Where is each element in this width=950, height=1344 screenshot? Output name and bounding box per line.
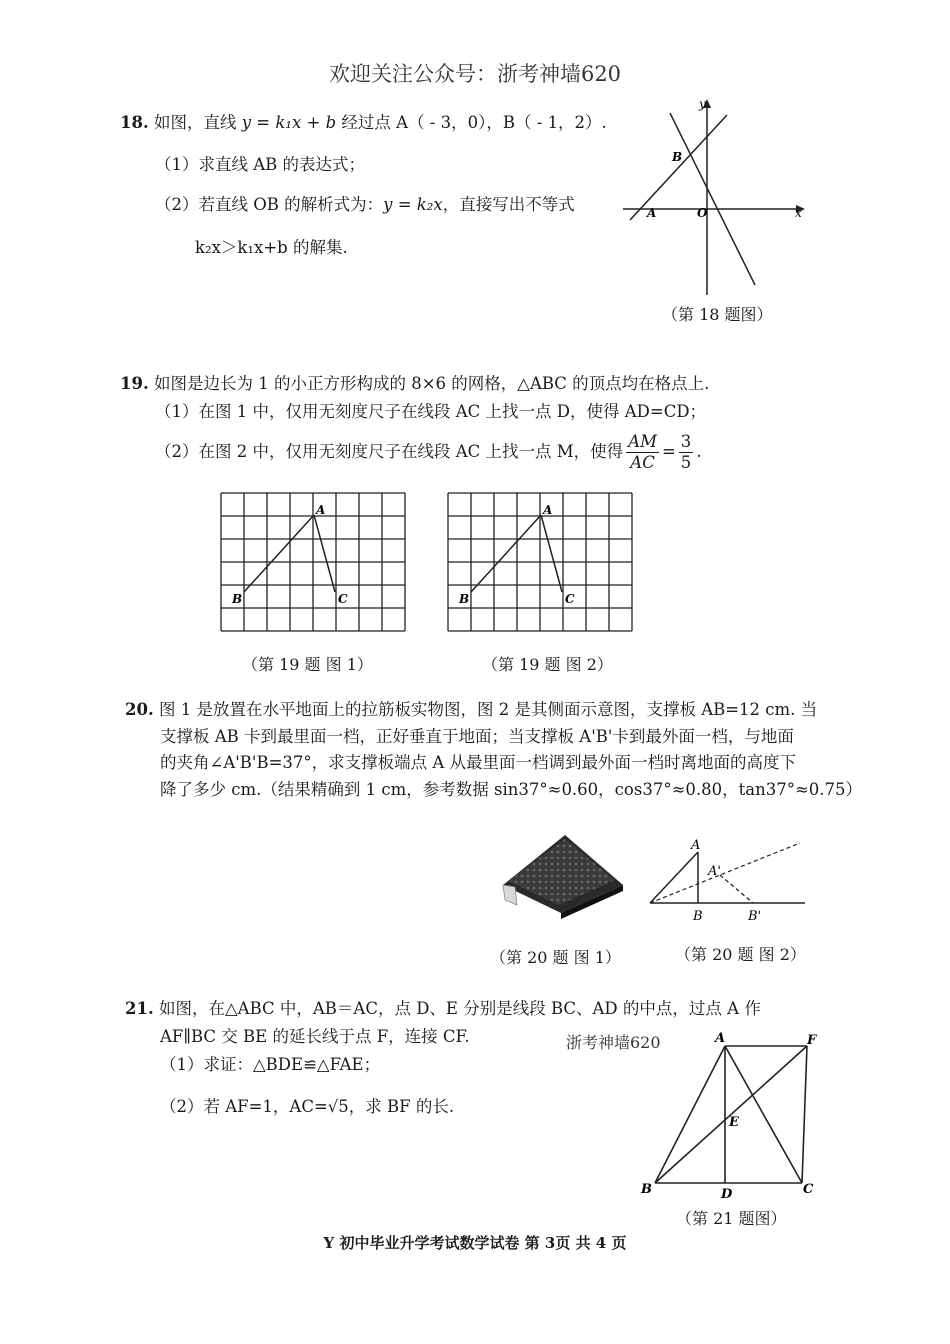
q19-part1: （1）在图 1 中，仅用无刻度尺子在线段 AC 上找一点 D，使得 AD=CD；	[155, 402, 707, 421]
q19-number: 19.	[120, 374, 149, 393]
q20-side-diagram	[645, 835, 810, 930]
q21-label-a: A	[715, 1031, 726, 1046]
q19-end: .	[696, 442, 702, 461]
q19-frac-num: AM	[628, 432, 657, 451]
q18-part2-b: ，直接写出不等式	[442, 195, 575, 214]
q20-label-b: B	[693, 909, 703, 924]
q20-line-1-text: 图 1 是放置在水平地面上的拉筋板实物图，图 2 是其侧面示意图，支撑板 AB=12 cm. 当	[158, 700, 818, 719]
q18-line-ob	[670, 113, 755, 285]
q18-number: 18.	[120, 113, 149, 132]
q19-fraction-value	[679, 432, 694, 473]
q21-label-d: D	[721, 1187, 733, 1202]
q20-photo-support	[503, 885, 517, 905]
q19-fig2-side-ac	[541, 515, 562, 592]
q19-part2	[155, 428, 702, 476]
q19-fraction-am-ac	[626, 432, 659, 473]
q18-stem-eq: y = k₁x + b	[241, 113, 337, 132]
q21-part1: （1）求证：△BDE≌△FAE；	[160, 1055, 381, 1074]
q20-label-b-prime: B'	[748, 909, 762, 924]
q18-part2	[155, 194, 575, 216]
q20-label-a-prime: A'	[708, 864, 721, 879]
q20-support-a2b2	[720, 875, 753, 903]
q18-label-b: B	[672, 150, 683, 164]
q18-label-y: y	[699, 97, 706, 111]
q21-seg-cf	[802, 1046, 807, 1183]
q20-number: 20.	[125, 700, 154, 719]
q21-label-b: B	[641, 1182, 652, 1197]
q20-label-a: A	[691, 838, 701, 853]
q19-grid-figure-2	[447, 492, 637, 640]
q19-part2-a: （2）在图 2 中，仅用无刻度尺子在线段 AC 上找一点 M，使得	[155, 442, 624, 461]
q19-frac-den: AC	[630, 453, 655, 472]
q19-fig2-label-a: A	[543, 503, 553, 517]
q19-fig2-side-ab	[471, 515, 541, 592]
q19-grid-1	[221, 493, 405, 631]
q21-figure	[635, 1028, 825, 1203]
q18-stem-a: 如图，直线	[153, 113, 242, 132]
q18-label-x: x	[795, 206, 802, 220]
q19-val-den: 5	[680, 453, 692, 472]
q18-part2-a: （2）若直线 OB 的解析式为：	[155, 195, 384, 214]
q18-caption: （第 18 题图）	[662, 305, 773, 324]
q19-grid-2	[448, 493, 632, 631]
q18-part2-eq: y = k₂x	[383, 195, 443, 214]
q20-board-extension	[650, 843, 800, 903]
watermark: 浙考神墙620	[566, 1033, 661, 1052]
q19-fig1-label-b: B	[232, 592, 243, 606]
q19-stem-text: 如图是边长为 1 的小正方形构成的 8×6 的网格，△ABC 的顶点均在格点上.	[153, 374, 710, 393]
q19-val-num: 3	[680, 432, 692, 451]
q19-stem	[120, 373, 709, 395]
q20-caption-2: （第 20 题 图 2）	[675, 945, 806, 964]
q19-fig2-label-b: B	[459, 592, 470, 606]
q21-seg-ab	[655, 1046, 725, 1183]
q20-line-2: 支撑板 AB 卡到最里面一档，正好垂直于地面；当支撑板 A'B'卡到最外面一档，与地面	[160, 727, 794, 746]
q19-fig2-label-c: C	[565, 592, 575, 606]
q20-caption-1: （第 20 题 图 1）	[490, 948, 621, 967]
q19-caption-1: （第 19 题 图 1）	[242, 655, 373, 674]
q18-figure	[615, 95, 815, 300]
q19-fig1-label-a: A	[316, 503, 326, 517]
q21-label-f: F	[807, 1033, 817, 1048]
q20-line-3: 的夹角∠A'B'B=37°，求支撑板端点 A 从最里面一档调到最外面一档时离地面的高度下	[160, 753, 797, 772]
q21-part2: （2）若 AF=1，AC=√5，求 BF 的长.	[160, 1097, 455, 1116]
q18-label-a: A	[647, 206, 657, 220]
q19-caption-2: （第 19 题 图 2）	[482, 655, 613, 674]
q20-line-1	[125, 699, 817, 721]
page-footer: Y 初中毕业升学考试数学试卷 第 3页 共 4 页	[323, 1234, 627, 1252]
q19-fig1-label-c: C	[338, 592, 348, 606]
q21-label-e: E	[729, 1115, 739, 1130]
q21-line-1	[125, 998, 761, 1020]
q20-photo-stretch-board	[495, 825, 635, 925]
q21-label-c: C	[803, 1182, 814, 1197]
q18-part3: k₂x＞k₁x+b 的解集.	[195, 238, 348, 257]
q19-fig1-side-ac	[314, 515, 335, 592]
q21-line-1-text: 如图，在△ABC 中，AB＝AC，点 D、E 分别是线段 BC、AD 的中点，过点 A 作	[158, 999, 761, 1018]
q19-fig1-side-ab	[244, 515, 314, 592]
q18-stem-b: 经过点 A（ - 3，0），B（ - 1，2）.	[336, 113, 607, 132]
q18-part1: （1）求直线 AB 的表达式；	[155, 155, 366, 174]
q20-line-4: 降了多少 cm.（结果精确到 1 cm，参考数据 sin37°≈0.60，cos37°≈0.80，tan37°≈0.75）	[160, 780, 863, 799]
q21-line-2: AF∥BC 交 BE 的延长线于点 F，连接 CF.	[160, 1027, 470, 1046]
q19-grid-figure-1	[220, 492, 410, 640]
q21-number: 21.	[125, 999, 154, 1018]
q20-board	[650, 852, 698, 903]
q18-stem	[120, 112, 607, 134]
q18-label-o: O	[697, 206, 708, 220]
q19-eq: =	[661, 442, 676, 461]
q21-caption: （第 21 题图）	[676, 1209, 787, 1228]
page-header: 欢迎关注公众号：浙考神墙620	[328, 62, 622, 86]
